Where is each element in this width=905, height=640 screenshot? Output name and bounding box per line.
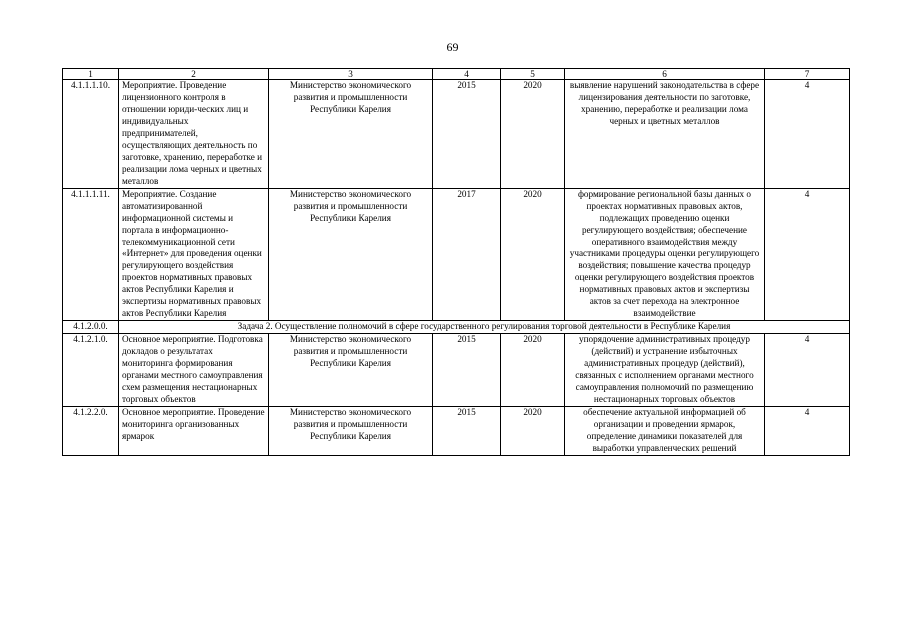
column-header: 4 bbox=[433, 69, 501, 80]
row-executor: Министерство экономического развития и промышленности Республики Карелия bbox=[269, 406, 433, 455]
program-table bbox=[62, 68, 850, 456]
row-indicator: 4 bbox=[765, 334, 850, 407]
row-executor: Министерство экономического развития и промышленности Республики Карелия bbox=[269, 80, 433, 189]
row-end-year: 2020 bbox=[501, 406, 565, 455]
row-start-year: 2015 bbox=[433, 406, 501, 455]
row-indicator: 4 bbox=[765, 80, 850, 189]
row-code: 4.1.2.1.0. bbox=[63, 334, 119, 407]
row-executor: Министерство экономического развития и промышленности Республики Карелия bbox=[269, 334, 433, 407]
row-start-year: 2015 bbox=[433, 80, 501, 189]
row-result: обеспечение актуальной информацией об организации и проведении ярмарок, определение динамики показателей для выработки управленческих решений bbox=[565, 406, 765, 455]
table-row bbox=[63, 80, 850, 189]
row-end-year: 2020 bbox=[501, 334, 565, 407]
row-result: выявление нарушений законодательства в сфере лицензирования деятельности по заготовке, хранению, переработке и реализации лома черных и цветных металлов bbox=[565, 80, 765, 189]
row-code: 4.1.2.2.0. bbox=[63, 406, 119, 455]
row-description: Мероприятие. Создание автоматизированной информационной системы и портала в информационно-телекоммуникационной сети «Интернет» для проведения оценки регулирующего воздействия проектов нормативных правовых актов Республики Карелия и экспертизы нормативных правовых актов Республики Карелия bbox=[119, 188, 269, 320]
table-row bbox=[63, 406, 850, 455]
column-header: 7 bbox=[765, 69, 850, 80]
row-start-year: 2017 bbox=[433, 188, 501, 320]
column-number-row bbox=[63, 69, 850, 80]
row-description: Основное мероприятие. Подготовка докладов о результатах мониторинга формирования органами местного самоуправления схем размещения нестационарных торговых объектов bbox=[119, 334, 269, 407]
column-header: 1 bbox=[63, 69, 119, 80]
page-number: 69 bbox=[446, 40, 459, 54]
row-executor: Министерство экономического развития и промышленности Республики Карелия bbox=[269, 188, 433, 320]
row-description: Мероприятие. Проведение лицензионного контроля в отношении юриди-ческих лиц и индивидуальных предпринимателей, осуществляющих деятельность по заготовке, хранению, переработке и реализации лома черных и цветных металлов bbox=[119, 80, 269, 189]
row-result: упорядочение административных процедур (действий) и устранение избыточных административных процедур (действий), связанных с исполнением органами местного самоуправления полномочий по размещению нестационарных торговых объектов bbox=[565, 334, 765, 407]
row-indicator: 4 bbox=[765, 406, 850, 455]
table-row bbox=[63, 334, 850, 407]
row-end-year: 2020 bbox=[501, 188, 565, 320]
column-header: 3 bbox=[269, 69, 433, 80]
row-start-year: 2015 bbox=[433, 334, 501, 407]
column-header: 2 bbox=[119, 69, 269, 80]
row-result: формирование региональной базы данных о проектах нормативных правовых актов, подлежащих проведению оценки регулирующего воздействия; обеспечение оперативного взаимодействия между участниками процедуры оценки регулирующего воздействия; повышение качества процедур оценки регулирующего воздействия проектов нормативных правовых актов и экспертизы актов за счет перехода на электронное взаимодействие bbox=[565, 188, 765, 320]
task-title: Задача 2. Осуществление полномочий в сфере государственного регулирования торговой деятельности в Республике Карелия bbox=[119, 321, 850, 334]
row-code: 4.1.1.1.10. bbox=[63, 80, 119, 189]
column-header: 6 bbox=[565, 69, 765, 80]
row-description: Основное мероприятие. Проведение мониторинга организованных ярмарок bbox=[119, 406, 269, 455]
column-header: 5 bbox=[501, 69, 565, 80]
task-code: 4.1.2.0.0. bbox=[63, 321, 119, 334]
task-row bbox=[63, 321, 850, 334]
row-indicator: 4 bbox=[765, 188, 850, 320]
table-row bbox=[63, 188, 850, 320]
row-end-year: 2020 bbox=[501, 80, 565, 189]
row-code: 4.1.1.1.11. bbox=[63, 188, 119, 320]
